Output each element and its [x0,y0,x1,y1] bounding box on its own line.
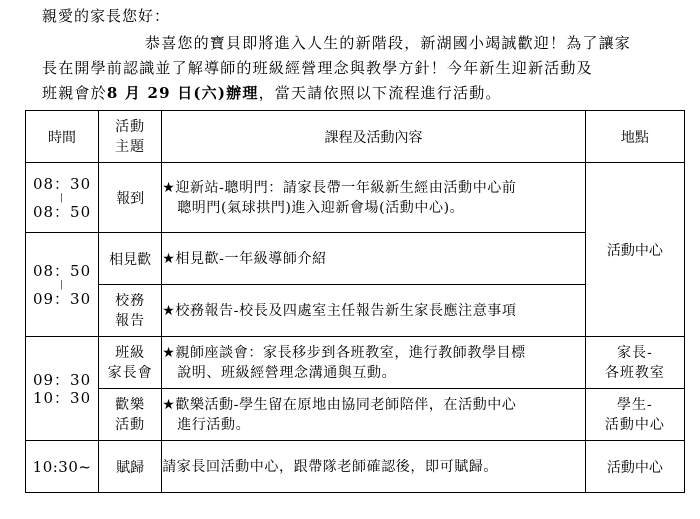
activity-cell [99,337,162,389]
time-start: 08：50 [32,261,92,280]
content-cell: 請家長回活動中心，跟帶隊老師確認後，即可賦歸。 [162,441,586,493]
header-content: 課程及活動內容 [162,111,586,163]
content-cell [162,233,586,285]
star-icon: ★ [162,344,176,361]
time-cell [26,337,99,441]
place-line2: 活動中心 [604,416,665,433]
content-line1: 相見歡-一年級導師介紹 [175,250,327,267]
time-start: 08：30 [32,174,92,193]
intro-line-2: 長在開學前認識並了解導師的班級經營理念與教學方針！今年新生迎新活動及 [42,59,593,77]
content-cell [162,163,586,233]
table-row [26,389,685,441]
place-line2: 各班教室 [604,364,665,381]
schedule-table [25,110,685,493]
activity-line1: 歡樂 [115,396,146,413]
header-time: 時間 [26,111,99,163]
content-line1: 迎新站-聰明門：請家長帶一年級新生經由活動中心前 [175,179,517,196]
activity-cell [99,285,162,337]
table-row [26,337,685,389]
event-date: 8 月 29 日(六)辦理 [106,84,259,102]
place-cell [585,389,684,441]
time-separator: | [60,279,65,290]
place-cell: 活動中心 [585,441,684,493]
time-start: 09：30 [32,370,92,389]
content-line2: 聰明門(氣球拱門)進入迎新會場(活動中心)。 [177,199,465,216]
star-icon: ★ [162,250,176,267]
header-place: 地點 [585,111,684,163]
intro-line-1: 恭喜您的寶貝即將進入人生的新階段，新湖國小竭誠歡迎！為了讓家 [145,34,632,52]
star-icon: ★ [162,396,176,413]
place-line1: 家長- [617,344,653,361]
activity-cell: 報到 [99,163,162,233]
header-activity-line1: 活動 [115,118,146,135]
activity-cell [99,389,162,441]
intro-line-3 [42,83,502,103]
activity-line1: 校務 [115,292,146,309]
content-cell [162,337,586,389]
activity-cell: 相見歡 [99,233,162,285]
place-cell [585,337,684,389]
time-end: 09：30 [32,289,92,308]
time-separator: | [60,192,65,203]
time-cell [26,163,99,233]
time-cell [26,233,99,337]
content-line2: 說明、班級經營理念溝通與互動。 [177,364,397,381]
time-end: 08：50 [32,202,92,221]
activity-line2: 報告 [115,312,146,329]
table-row [26,163,685,233]
star-icon: ★ [162,302,176,319]
greeting: 親愛的家長您好： [42,7,171,25]
header-activity-line2: 主題 [115,138,146,155]
place-line1: 學生- [617,396,653,413]
activity-line2: 家長會 [107,364,153,381]
intro-line-3-post: ，當天請依照以下流程進行活動。 [258,84,502,102]
content-line1: 親師座談會：家長移步到各班教室，進行教師教學目標 [175,344,526,361]
star-icon: ★ [162,179,176,196]
table-header-row [26,111,685,163]
content-cell [162,285,586,337]
content-line2: 進行活動。 [177,416,251,433]
activity-line1: 班級 [115,344,146,361]
content-line1: 校務報告-校長及四處室主任報告新生家長應注意事項 [175,302,517,319]
activity-line2: 活動 [115,416,146,433]
table-row [26,441,685,493]
content-line1: 歡樂活動-學生留在原地由協同老師陪伴，在活動中心 [175,396,517,413]
intro-line-3-pre: 班親會於 [42,84,107,102]
time-end: 10：30 [32,388,92,407]
activity-cell: 賦歸 [99,441,162,493]
header-activity [99,111,162,163]
place-cell-merged: 活動中心 [585,163,684,337]
time-cell: 10:30~ [26,441,99,493]
content-cell [162,389,586,441]
